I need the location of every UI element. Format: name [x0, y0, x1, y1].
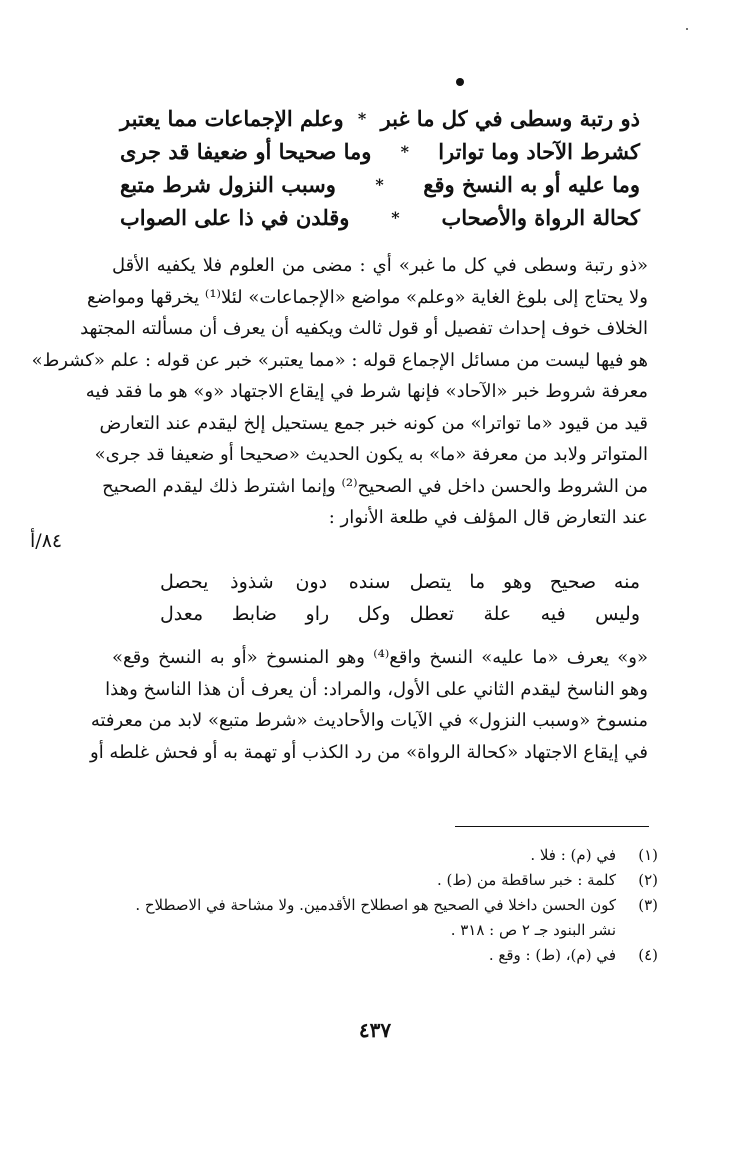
footnote	[90, 896, 658, 921]
footnote-continuation: نشر البنود جـ ٢ ص : ٣١٨ .	[450, 921, 616, 939]
commentary-line: المتواتر ولابد من معرفة «ما» به يكون الحديث «صحيحا أو ضعيفا قد جرى»	[94, 444, 648, 465]
verse-separator: *	[400, 142, 409, 161]
commentary-line: من الشروط والحسن داخل في الصحيح⁽²⁾ وإنما اشترط ذلك ليقدم الصحيح	[102, 475, 648, 497]
verse-second-hemistich: وسبب النزول شرط متبع	[120, 172, 336, 197]
verse-first-hemistich: كشرط الآحاد وما تواترا	[438, 139, 640, 164]
manuscript-folio-note: ٨٤/أ	[30, 530, 63, 552]
verse-line	[120, 102, 640, 135]
footnotes	[90, 846, 658, 971]
commentary-paragraph-continued	[90, 647, 649, 773]
footnote	[90, 846, 658, 871]
footnote-text: كون الحسن داخلا في الصحيح هو اصطلاح الأقدمين. ولا مشاحة في الاصطلاح .	[135, 896, 616, 914]
footnote-number: (٢)	[638, 871, 658, 889]
verse-second-hemistich: وقلدن في ذا على الصواب	[120, 205, 350, 230]
footnote-text: في (م)، (ط) : وقع .	[488, 946, 616, 964]
footnote-number: (٣)	[638, 896, 658, 914]
ornament-dot	[456, 78, 464, 86]
commentary-line: وهو الناسخ ليقدم الثاني على الأول، والمراد: أن يعرف أن هذا الناسخ وهذا	[105, 678, 648, 700]
poem-first-hemistich: وليس فيه علة تعطل	[409, 603, 640, 625]
footnote-number: (١)	[638, 846, 658, 864]
commentary-line: هو فيها ليست من مسائل الإجماع قوله : «مما يعتبر» خبر عن قوله : علم «كشرط»	[31, 349, 648, 371]
verse-block	[120, 102, 640, 234]
page-number: ٤٣٧	[358, 1018, 392, 1042]
commentary-line: الخلاف خوف إحداث تفصيل أو قول ثالث ويكفيه أن يعرف أن مسألته المجتهد	[80, 318, 648, 339]
footnote-text: في (م) : فلا .	[530, 846, 616, 864]
commentary-line: عند التعارض قال المؤلف في طلعة الأنوار :	[328, 507, 648, 528]
footnote	[90, 946, 658, 971]
commentary-line: معرفة شروط خبر «الآحاد» فإنها شرط في إيقاع الاجتهاد «و» هو ما فقد فيه	[85, 381, 648, 402]
commentary-paragraph	[31, 250, 648, 534]
verse-second-hemistich: وعلم الإجماعات مما يعتبر	[120, 106, 344, 131]
verse-line	[120, 201, 640, 234]
verse-line	[120, 135, 640, 168]
commentary-line: «و» يعرف «ما عليه» النسخ واقع⁽⁴⁾ وهو المنسوخ «أو به النسخ وقع»	[112, 647, 649, 668]
footnote-number: (٤)	[638, 946, 658, 964]
verse-separator: *	[391, 208, 400, 227]
footnote-text: كلمة : خبر ساقطة من (ط) .	[436, 871, 616, 889]
commentary-line: «ذو رتبة وسطى في كل ما غبر» أي : مضى من العلوم فلا يكفيه الأقل	[112, 255, 648, 276]
quoted-poem	[160, 566, 640, 630]
footnote-separator	[455, 826, 649, 827]
commentary-line: منسوخ «وسبب النزول» في الآيات والأحاديث «شرط متبع» لابد من معرفته	[90, 710, 648, 731]
verse-second-hemistich: وما صحيحا أو ضعيفا قد جرى	[120, 139, 372, 164]
verse-first-hemistich: كحالة الرواة والأصحاب	[441, 205, 640, 230]
commentary-line: ولا يحتاج إلى بلوغ الغاية «وعلم» مواضع «الإجماعات» لئلا⁽¹⁾ يخرقها ومواضع	[87, 286, 648, 308]
verse-separator: *	[357, 109, 367, 128]
verse-first-hemistich: ذو رتبة وسطى في كل ما غبر	[380, 106, 640, 131]
speck-mark	[686, 28, 688, 30]
commentary-line: قيد من قيود «ما تواترا» من كونه خبر جمع يستحيل إلخ ليقدم عند التعارض	[99, 412, 648, 434]
commentary-line: في إيقاع الاجتهاد «كحالة الرواة» من رد الكذب أو تهمة به أو فحش غلطه أو	[90, 741, 648, 763]
poem-second-hemistich: وكل راو ضابط معدل	[160, 603, 391, 625]
verse-separator: *	[375, 175, 384, 194]
poem-first-hemistich: منه صحيح وهو ما يتصل	[409, 571, 640, 593]
verse-line	[120, 168, 640, 201]
poem-line	[160, 566, 640, 598]
poem-line	[160, 598, 640, 630]
poem-second-hemistich: سنده دون شذوذ يحصل	[160, 571, 391, 593]
footnote	[90, 871, 658, 896]
verse-first-hemistich: وما عليه أو به النسخ وقع	[423, 172, 640, 197]
